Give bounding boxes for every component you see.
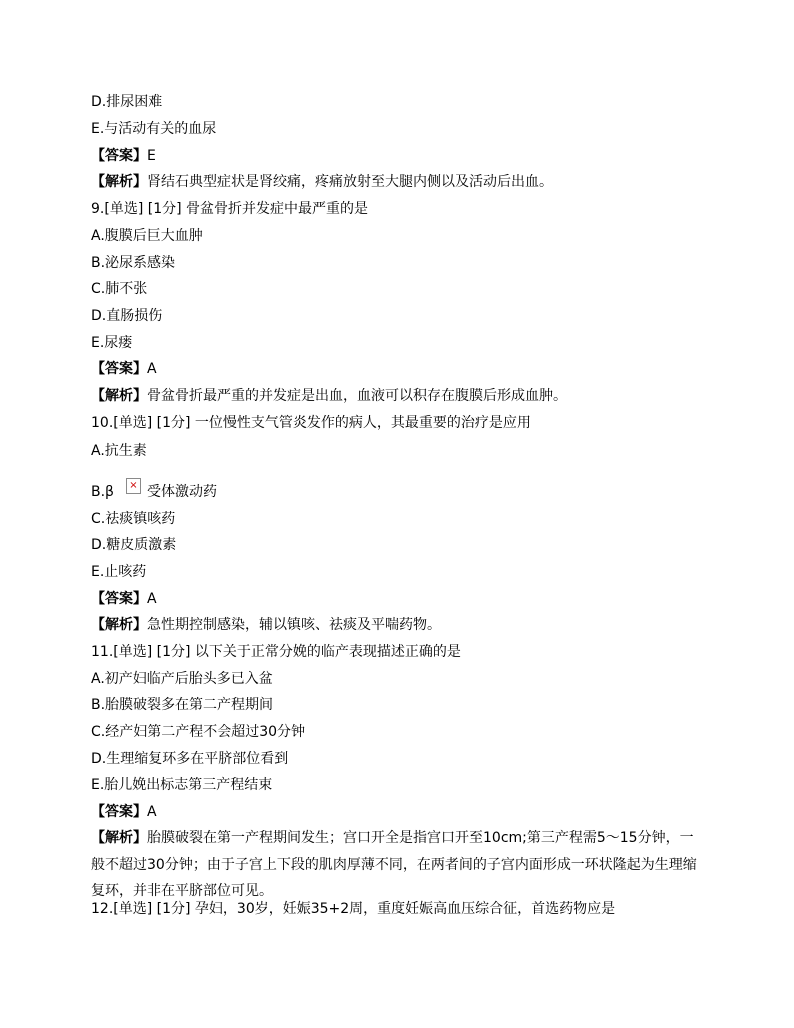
answer-label: 【答案】 [91,591,147,607]
q8-option-e: E.与活动有关的血尿 [91,121,217,137]
answer-label: 【答案】 [91,804,147,820]
q11-option-e: E.胎儿娩出标志第三产程结束 [91,777,273,793]
analysis-label: 【解析】 [91,830,147,846]
q11-option-b: B.胎膜破裂多在第二产程期间 [91,697,274,713]
q10-analysis [91,615,441,635]
analysis-label: 【解析】 [91,617,147,633]
q8-option-d: D.排尿困难 [91,94,163,110]
broken-image-icon: × [126,478,141,494]
answer-value: A [147,361,157,377]
q10-answer [91,589,157,609]
q9-stem: 9.[单选] [1分] 骨盆骨折并发症中最严重的是 [91,201,369,217]
q9-answer [91,359,157,379]
q9-option-d: D.直肠损伤 [91,308,163,324]
q10-option-b [91,482,217,502]
answer-value: A [147,804,157,820]
q11-answer [91,802,157,822]
analysis-text: 急性期控制感染，辅以镇咳、祛痰及平喘药物。 [147,617,441,633]
q10-option-c: C.祛痰镇咳药 [91,511,176,527]
answer-value: A [147,591,157,607]
analysis-text: 胎膜破裂在第一产程期间发生；宫口开全是指宫口开至10cm;第三产程需5～15分钟，一般不超过30分钟；由于子宫上下段的肌肉厚薄不同，在两者间的子宫内面形成一环状隆起为生理缩复环，并非在平脐部位可见。 [91,830,697,899]
q9-option-b: B.泌尿系感染 [91,255,176,271]
option-b-suffix: 受体激动药 [147,484,217,500]
q12-stem: 12.[单选] [1分] 孕妇，30岁，妊娠35+2周，重度妊娠高血压综合征，首选药物应是 [91,901,616,917]
q8-analysis [91,172,553,192]
q9-option-c: C.肺不张 [91,281,148,297]
answer-label: 【答案】 [91,148,147,164]
q10-option-d: D.糖皮质激素 [91,537,177,553]
analysis-text: 肾结石典型症状是肾绞痛，疼痛放射至大腿内侧以及活动后出血。 [147,174,553,190]
q10-option-e: E.止咳药 [91,564,147,580]
q11-analysis [91,825,707,905]
q9-option-e: E.尿瘘 [91,335,133,351]
q8-answer [91,146,156,166]
answer-label: 【答案】 [91,361,147,377]
analysis-label: 【解析】 [91,174,147,190]
q11-option-a: A.初产妇临产后胎头多已入盆 [91,671,273,687]
q9-option-a: A.腹膜后巨大血肿 [91,228,203,244]
q11-option-d: D.生理缩复环多在平脐部位看到 [91,751,289,767]
option-b-prefix: B.β [91,484,114,500]
analysis-text: 骨盆骨折最严重的并发症是出血，血液可以积存在腹膜后形成血肿。 [147,388,567,404]
q10-option-a: A.抗生素 [91,443,147,459]
analysis-label: 【解析】 [91,388,147,404]
q9-analysis [91,386,567,406]
q10-stem: 10.[单选] [1分] 一位慢性支气管炎发作的病人，其最重要的治疗是应用 [91,415,531,431]
answer-value: E [147,148,156,164]
q11-option-c: C.经产妇第二产程不会超过30分钟 [91,724,306,740]
q11-stem: 11.[单选] [1分] 以下关于正常分娩的临产表现描述正确的是 [91,644,461,660]
